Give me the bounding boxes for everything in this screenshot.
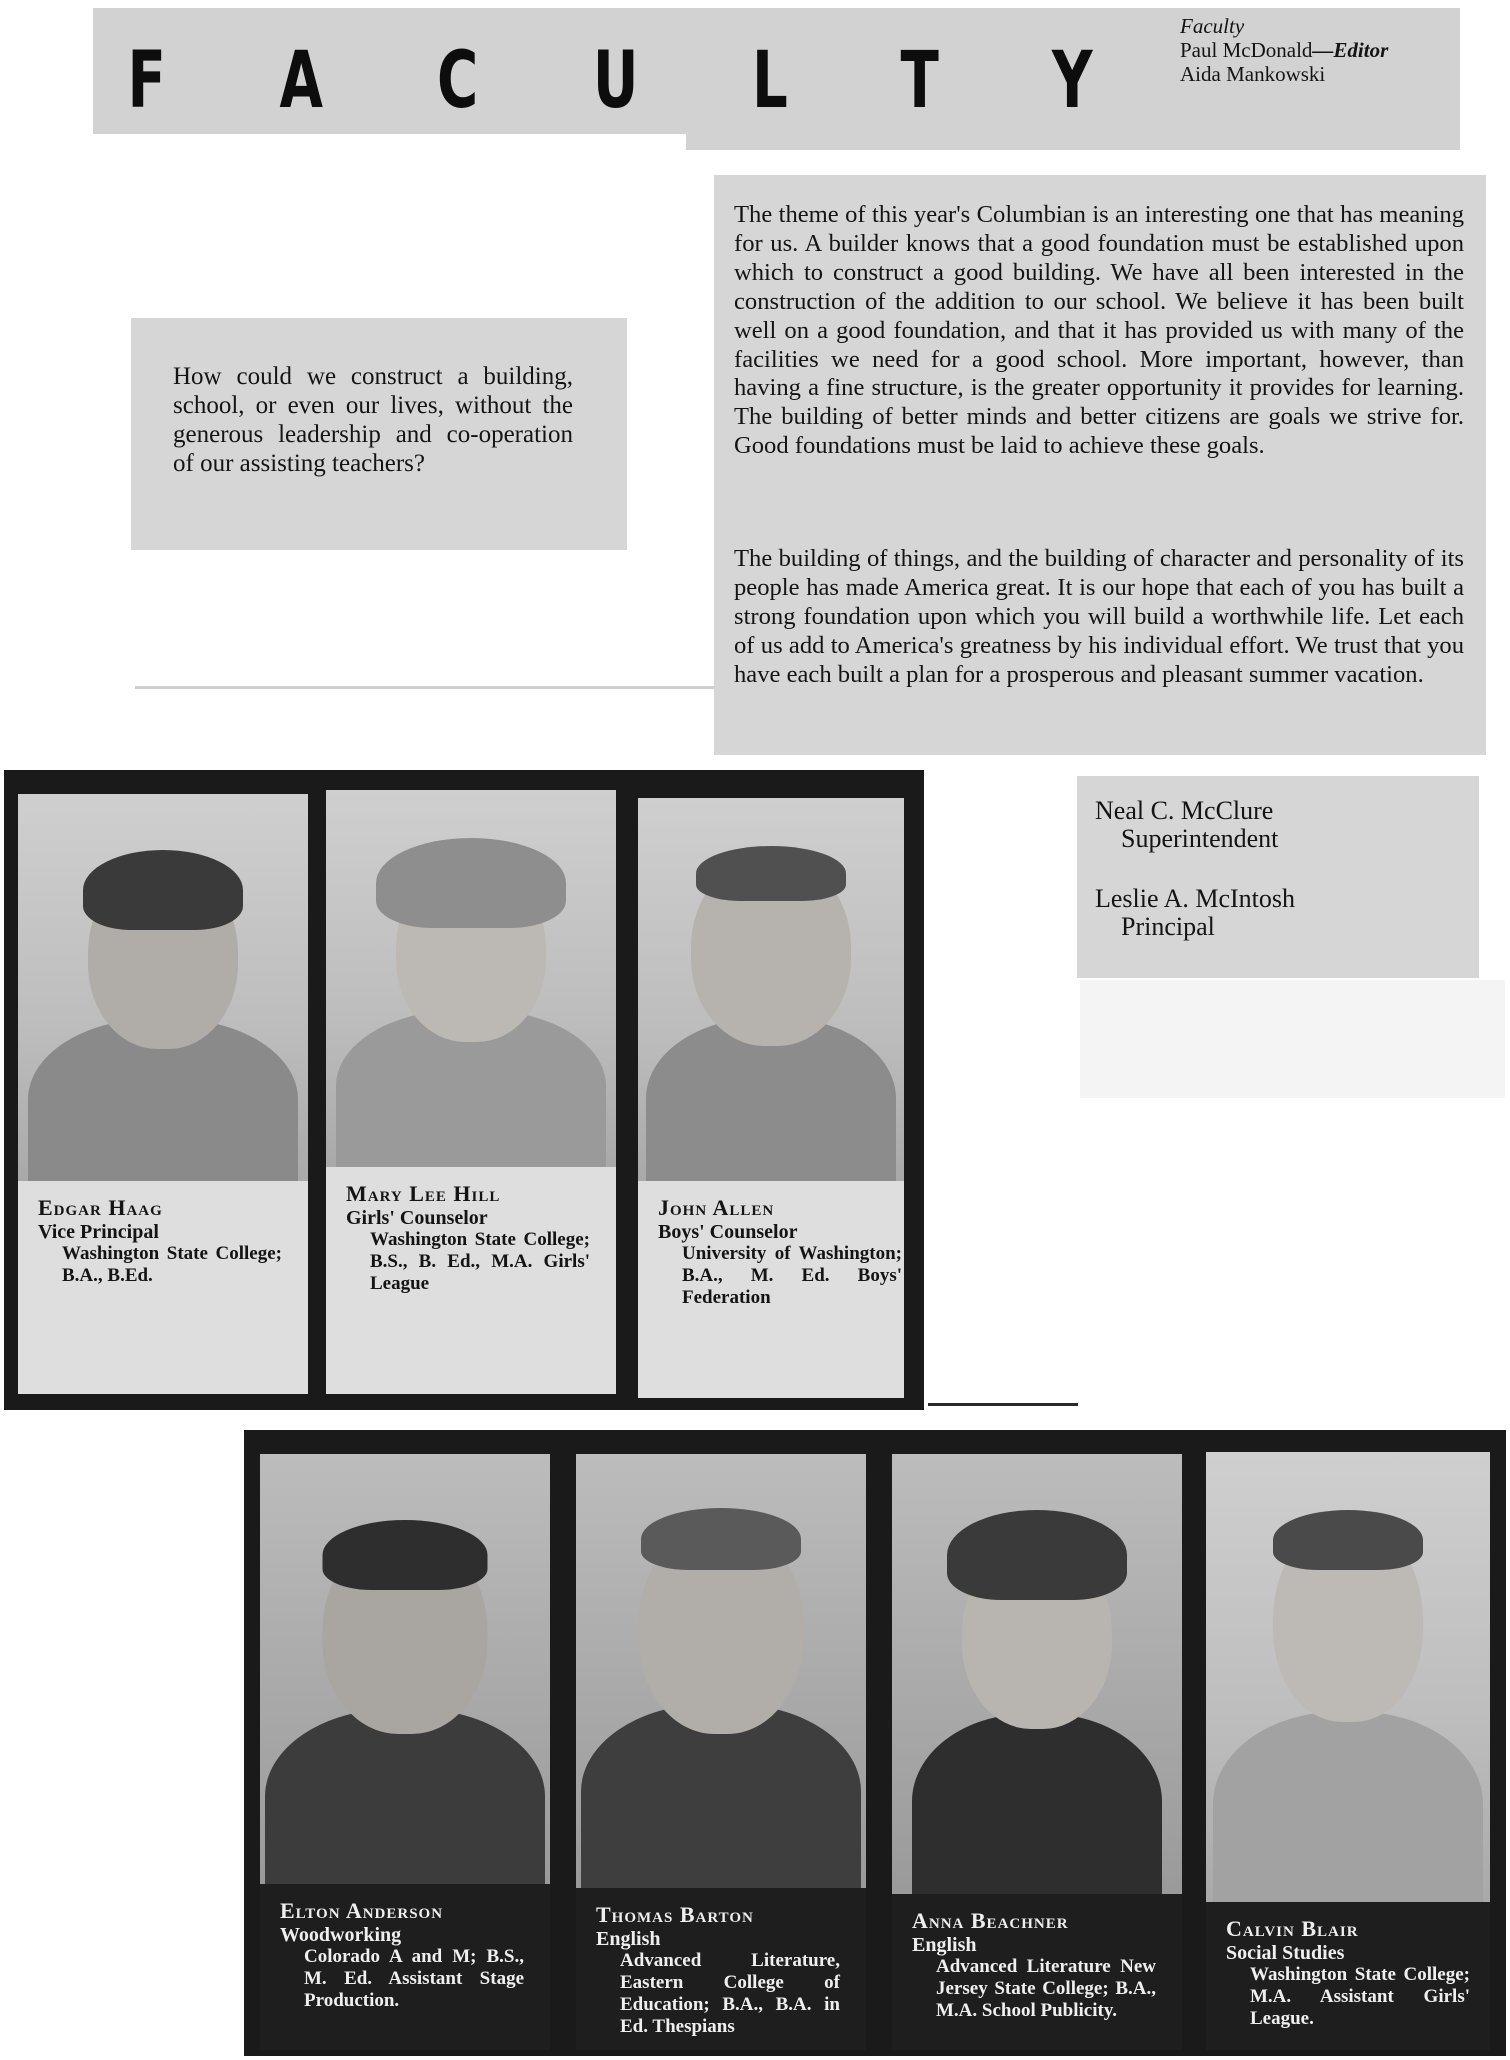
portrait-photo	[576, 1454, 866, 1888]
intro-question: How could we construct a building, school, or even our lives, without the generous leadership and co-operation of our assisting teachers?	[173, 363, 573, 477]
staff-credits	[1180, 14, 1450, 86]
portrait-body	[912, 1714, 1162, 1904]
card-caption	[892, 1894, 1182, 2050]
administration-box	[1077, 776, 1479, 978]
title-letter: A	[279, 36, 323, 126]
faculty-card	[18, 794, 308, 1394]
portrait-hair	[323, 1520, 488, 1590]
faculty-strip-lower	[244, 1430, 1506, 2056]
card-caption	[326, 1167, 616, 1394]
coeditor-name: Aida Mankowski	[1180, 62, 1326, 86]
portrait-photo	[892, 1454, 1182, 1894]
faculty-card	[892, 1454, 1182, 2050]
portrait-body	[265, 1709, 545, 1899]
faculty-card	[1206, 1452, 1490, 2050]
portrait-hair	[376, 838, 566, 928]
portrait-photo	[18, 794, 308, 1181]
header-lower-band	[686, 134, 1460, 150]
portrait-hair	[1273, 1510, 1423, 1570]
title-letter: Y	[1051, 36, 1093, 126]
faculty-role: English	[596, 1928, 661, 1950]
card-caption	[260, 1884, 550, 2050]
editor-line	[1180, 38, 1450, 62]
faculty-name: Edgar Haag	[38, 1195, 163, 1220]
faculty-name: Calvin Blair	[1226, 1916, 1359, 1941]
title-letter: L	[752, 36, 788, 126]
faculty-detail: Colorado A and M; B.S., M. Ed. Assistant Stage Production.	[304, 1946, 524, 2011]
scan-shadow	[1080, 980, 1505, 1098]
card-caption	[18, 1181, 308, 1394]
title-letter: T	[900, 36, 939, 126]
faculty-detail: Washington State College; B.A., B.Ed.	[62, 1243, 282, 1286]
faculty-detail: Washington State College; B.S., B. Ed., M.A. Girls' League	[370, 1229, 590, 1294]
faculty-role: Girls' Counselor	[346, 1207, 488, 1229]
page-title	[120, 36, 1100, 126]
admin-title: Principal	[1121, 912, 1215, 941]
faculty-card	[326, 790, 616, 1394]
portrait-photo	[638, 798, 904, 1181]
portrait-photo	[326, 790, 616, 1167]
faculty-role: English	[912, 1934, 977, 1956]
faculty-role: Vice Principal	[38, 1221, 159, 1243]
header-notch	[93, 134, 686, 150]
faculty-strip-upper	[4, 770, 924, 1410]
portrait-photo	[1206, 1452, 1490, 1902]
portrait-hair	[641, 1508, 801, 1570]
faculty-card	[576, 1454, 866, 2050]
faculty-name: John Allen	[658, 1195, 775, 1220]
faculty-detail: Washington State College; M.A. Assistant Girls' League.	[1250, 1964, 1470, 2029]
faculty-detail: Advanced Literature New Jersey State College; B.A., M.A. School Publicity.	[936, 1956, 1156, 2021]
faculty-role: Woodworking	[280, 1924, 402, 1946]
portrait-body	[1213, 1712, 1483, 1912]
portrait-hair	[83, 850, 243, 930]
title-letter: U	[592, 36, 639, 126]
portrait-hair	[696, 846, 846, 901]
title-letter: C	[437, 36, 479, 126]
faculty-detail: Advanced Literature, Eastern College of Education; B.A., B.A. in Ed. Thespians	[620, 1950, 840, 2037]
faculty-role: Boys' Counselor	[658, 1221, 798, 1243]
faculty-role: Social Studies	[1226, 1942, 1345, 1964]
admin-name: Neal C. McClure	[1095, 796, 1274, 825]
divider	[135, 686, 715, 689]
editor-role: —Editor	[1312, 38, 1389, 62]
title-letter: F	[127, 36, 166, 126]
card-caption	[576, 1888, 866, 2050]
portrait-hair	[947, 1510, 1127, 1600]
divider	[928, 1403, 1078, 1406]
editor-name: Paul McDonald	[1180, 38, 1313, 62]
faculty-name: Anna Beachner	[912, 1908, 1069, 1933]
admin-name: Leslie A. McIntosh	[1095, 884, 1296, 913]
card-caption	[1206, 1902, 1490, 2050]
section-label: Faculty	[1180, 14, 1245, 38]
theme-paragraph: The building of things, and the building of character and personality of its people has made America great. It is our hope that each of you has built a strong foundation upon which you will build a worthwhile life. Let each of us add to America's greatness by his individual effort. We trust that you have each built a plan for a prosperous and pleasant summer vacation.	[734, 545, 1464, 688]
theme-box	[714, 175, 1486, 755]
theme-paragraph: The theme of this year's Columbian is an interesting one that has meaning for us. A builder knows that a good foundation must be established upon which to construct a good building. We have all been interested in the construction of the addition to our school. We believe it has been built well on a good foundation, and that it has provided us with many of the facilities we need for a good school. More important, however, than having a fine structure, is the greater opportunity it provides for learning. The building of better minds and better citizens are goals we strive for. Good foundations must be laid to achieve these goals.	[734, 201, 1464, 460]
card-caption	[638, 1181, 904, 1398]
intro-box	[131, 318, 627, 550]
faculty-card	[260, 1454, 550, 2050]
admin-title: Superintendent	[1121, 824, 1279, 853]
faculty-name: Thomas Barton	[596, 1902, 754, 1927]
faculty-name: Elton Anderson	[280, 1898, 444, 1923]
portrait-photo	[260, 1454, 550, 1884]
faculty-detail: University of Washington; B.A., M. Ed. Boys' Federation	[682, 1243, 902, 1308]
faculty-card	[638, 798, 904, 1398]
faculty-name: Mary Lee Hill	[346, 1181, 501, 1206]
